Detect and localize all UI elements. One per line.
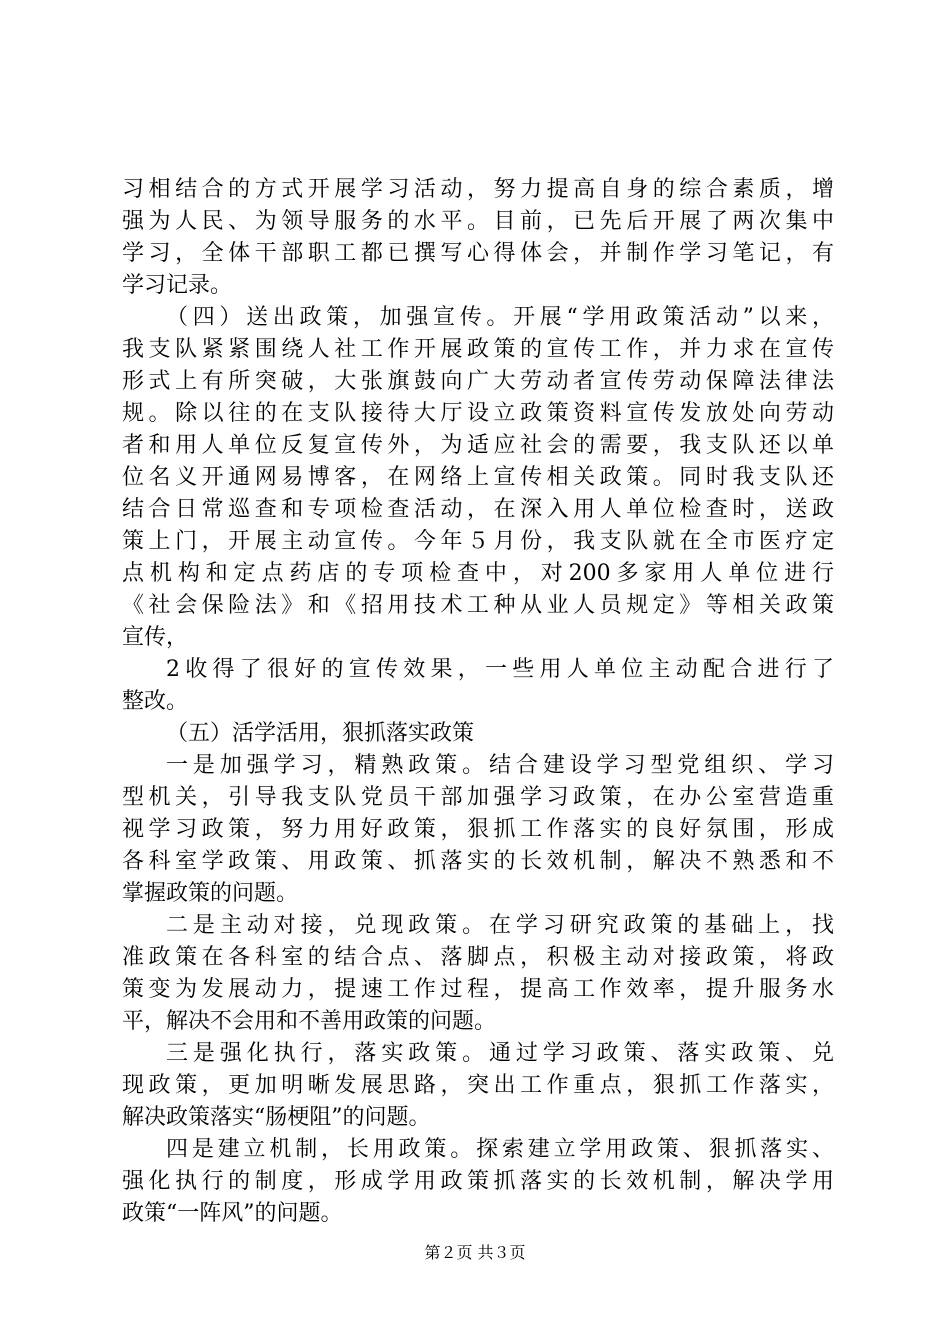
text-line: 学习，全体干部职工都已撰写心得体会，并制作学习笔记，有 — [122, 241, 834, 266]
text-line: 点机构和定点药店的专项检查中，对200多家用人单位进行 — [122, 561, 834, 586]
text-line: 形式上有所突破，大张旗鼓向广大劳动者宣传劳动保障法律法 — [122, 369, 834, 394]
text-line: 2收得了很好的宣传效果，一些用人单位主动配合进行了 — [166, 657, 834, 682]
text-line: 习相结合的方式开展学习活动，努力提高自身的综合素质，增 — [122, 177, 834, 202]
text-line: 结合日常巡查和专项检查活动，在深入用人单位检查时，送政 — [122, 497, 834, 522]
text-line: 强为人民、为领导服务的水平。目前，已先后开展了两次集中 — [122, 209, 834, 234]
text-line: 各科室学政策、用政策、抓落实的长效机制，解决不熟悉和不 — [122, 849, 834, 874]
text-line: 宣传， — [122, 625, 189, 650]
text-line: 视学习政策，努力用好政策，狠抓工作落实的良好氛围，形成 — [122, 817, 834, 842]
text-line: 解决政策落实“肠梗阻”的问题。 — [122, 1105, 431, 1130]
text-line: 策变为发展动力，提速工作过程，提高工作效率，提升服务水 — [122, 977, 834, 1002]
text-line: 者和用人单位反复宣传外，为适应社会的需要，我支队还以单 — [122, 433, 834, 458]
text-line: 《社会保险法》和《招用技术工种从业人员规定》等相关政策 — [122, 593, 834, 618]
text-line: 准政策在各科室的结合点、落脚点，积极主动对接政策，将政 — [122, 945, 834, 970]
text-line: （四）送出政策，加强宣传。开展“学用政策活动”以来， — [166, 305, 834, 330]
text-line: 学习记录。 — [122, 273, 233, 298]
text-line: 二是主动对接，兑现政策。在学习研究政策的基础上，找 — [166, 913, 834, 938]
text-line: 整改。 — [122, 689, 189, 714]
text-line: 型机关，引导我支队党员干部加强学习政策，在办公室营造重 — [122, 785, 834, 810]
text-line: 现政策，更加明晰发展思路，突出工作重点，狠抓工作落实， — [122, 1073, 834, 1098]
text-line: 三是强化执行，落实政策。通过学习政策、落实政策、兑 — [166, 1041, 834, 1066]
text-line: 一是加强学习，精熟政策。结合建设学习型党组织、学习 — [166, 753, 834, 778]
text-line: （五）活学活用，狠抓落实政策 — [166, 721, 475, 746]
text-line: 政策“一阵风”的问题。 — [122, 1201, 343, 1226]
text-line: 规。除以往的在支队接待大厅设立政策资料宣传发放处向劳动 — [122, 401, 834, 426]
text-line: 强化执行的制度，形成学用政策抓落实的长效机制，解决学用 — [122, 1169, 834, 1194]
text-line: 掌握政策的问题。 — [122, 881, 299, 906]
text-line: 位名义开通网易博客，在网络上宣传相关政策。同时我支队还 — [122, 465, 834, 490]
page-footer: 第２页 共３页 — [424, 1243, 526, 1262]
document-body — [122, 174, 834, 1230]
text-line: 策上门，开展主动宣传。今年５月份，我支队就在全市医疗定 — [122, 529, 834, 554]
text-line: 我支队紧紧围绕人社工作开展政策的宣传工作，并力求在宣传 — [122, 337, 834, 362]
text-line: 平，解决不会用和不善用政策的问题。 — [122, 1009, 497, 1034]
text-line: 四是建立机制，长用政策。探索建立学用政策、狠抓落实、 — [166, 1137, 834, 1162]
